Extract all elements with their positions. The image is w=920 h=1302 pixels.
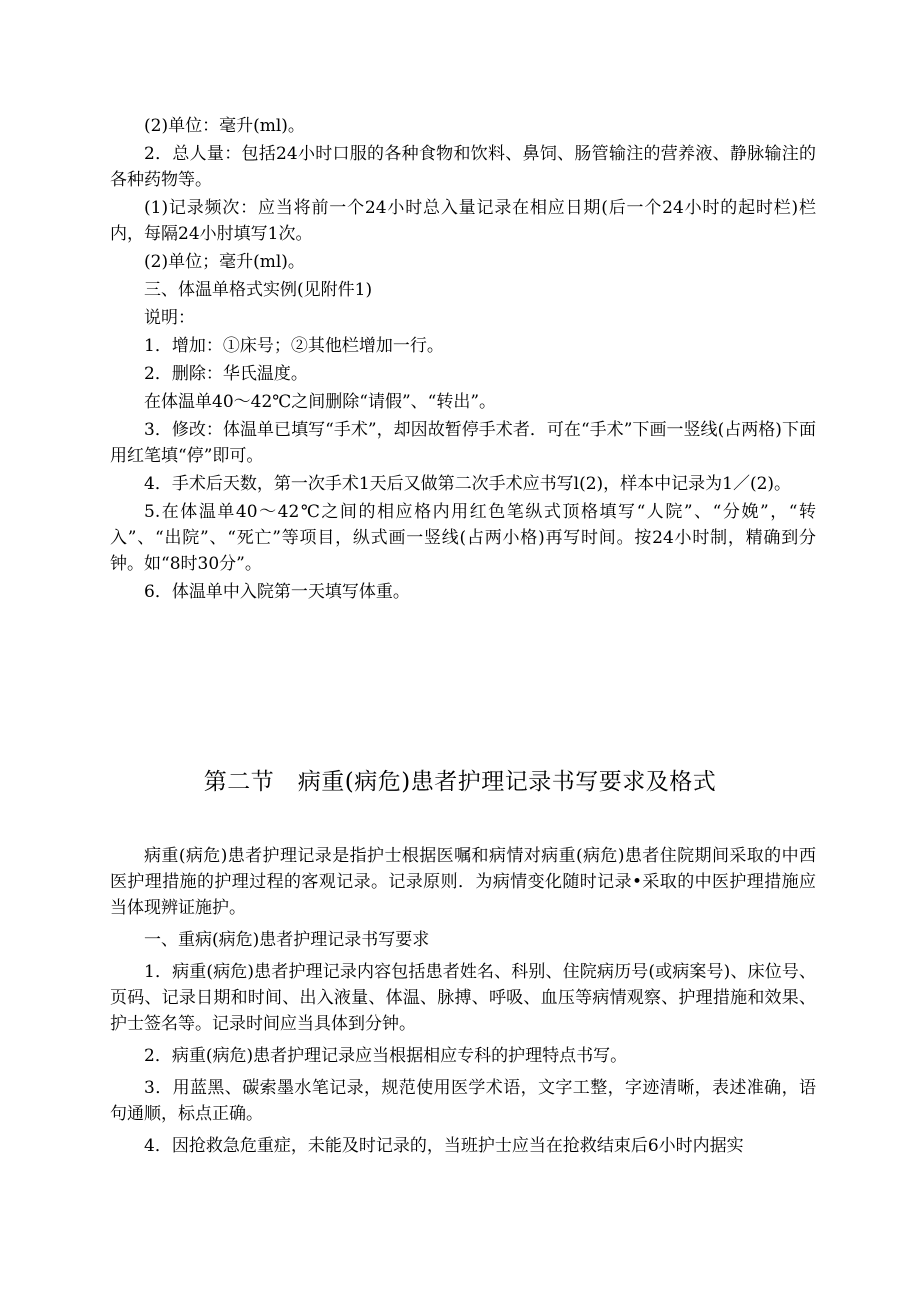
paragraph: 病重(病危)患者护理记录是指护士根据医嘱和病情对病重(病危)患者住院期间采取的中西医护理措施的护理过程的客观记录。记录原则．为病情变化随时记录•采取的中医护理措施应当体现辨证施护。 [110, 846, 816, 918]
paragraph: 6．体温单中入院第一天填写体重。 [144, 582, 410, 602]
paragraph: 2．总人量：包括24小时口服的各种食物和饮料、鼻饲、肠管输注的营养液、静脉输注的各种药物等。 [110, 144, 816, 190]
paragraph: (1)记录频次：应当将前一个24小时总入量记录在相应日期(后一个24小时的起时栏)栏内，每隔24小肘填写1次。 [110, 198, 816, 244]
paragraph: 一、重病(病危)患者护理记录书写要求 [144, 930, 430, 950]
paragraph: 3．用蓝黑、碳索墨水笔记录，规范使用医学术语，文字工整，字迹清晰，表述准确，语句通顺，标点正确。 [110, 1078, 816, 1124]
bottom-text-block [110, 843, 816, 1165]
paragraph: 在体温单40～42℃之间删除“请假”、“转出”。 [144, 392, 497, 412]
paragraph: (2)单位：毫升(ml)。 [144, 116, 305, 136]
paragraph: 1．病重(病危)患者护理记录内容包括患者姓名、科别、住院病历号(或病案号)、床位号、页码、记录日期和时间、出入液量、体温、脉搏、呼吸、血压等病情观察、护理措施和效果、护士签名等。记录时间应当具体到分钟。 [110, 962, 816, 1034]
paragraph: 5.在体温单40～42℃之间的相应格内用红色笔纵式顶格填写“人院”、“分娩”，“转入”、“出院”、“死亡”等项目，纵式画一竖线(占两小格)再写时间。按24小时制，精确到分钟。如“8时30分”。 [110, 502, 816, 574]
section-heading: 第二节 病重(病危)患者护理记录书写要求及格式 [203, 769, 717, 795]
paragraph: 2．病重(病危)患者护理记录应当根据相应专科的护理特点书写。 [144, 1046, 628, 1066]
paragraph: 说明： [144, 308, 195, 328]
paragraph: 4．手术后天数，第一次手术1天后又做第二次手术应书写l(2)，样本中记录为1／(2)。 [144, 474, 792, 494]
paragraph: 2．删除：华氏温度。 [144, 364, 308, 384]
paragraph: (2)单位；毫升(ml)。 [144, 252, 305, 272]
paragraph: 1．增加：①床号；②其他栏增加一行。 [144, 336, 444, 356]
paragraph: 4．因抢救急危重症，未能及时记录的，当班护士应当在抢救结束后6小时内据实 [144, 1136, 744, 1156]
paragraph: 3．修改：体温单已填写“手术”，却因故暂停手术者．可在“手术”下画一竖线(占两格)下面用红笔填“停”即可。 [110, 420, 816, 466]
paragraph: 三、体温单格式实例(见附件1) [144, 280, 373, 300]
top-text-block [110, 113, 816, 607]
